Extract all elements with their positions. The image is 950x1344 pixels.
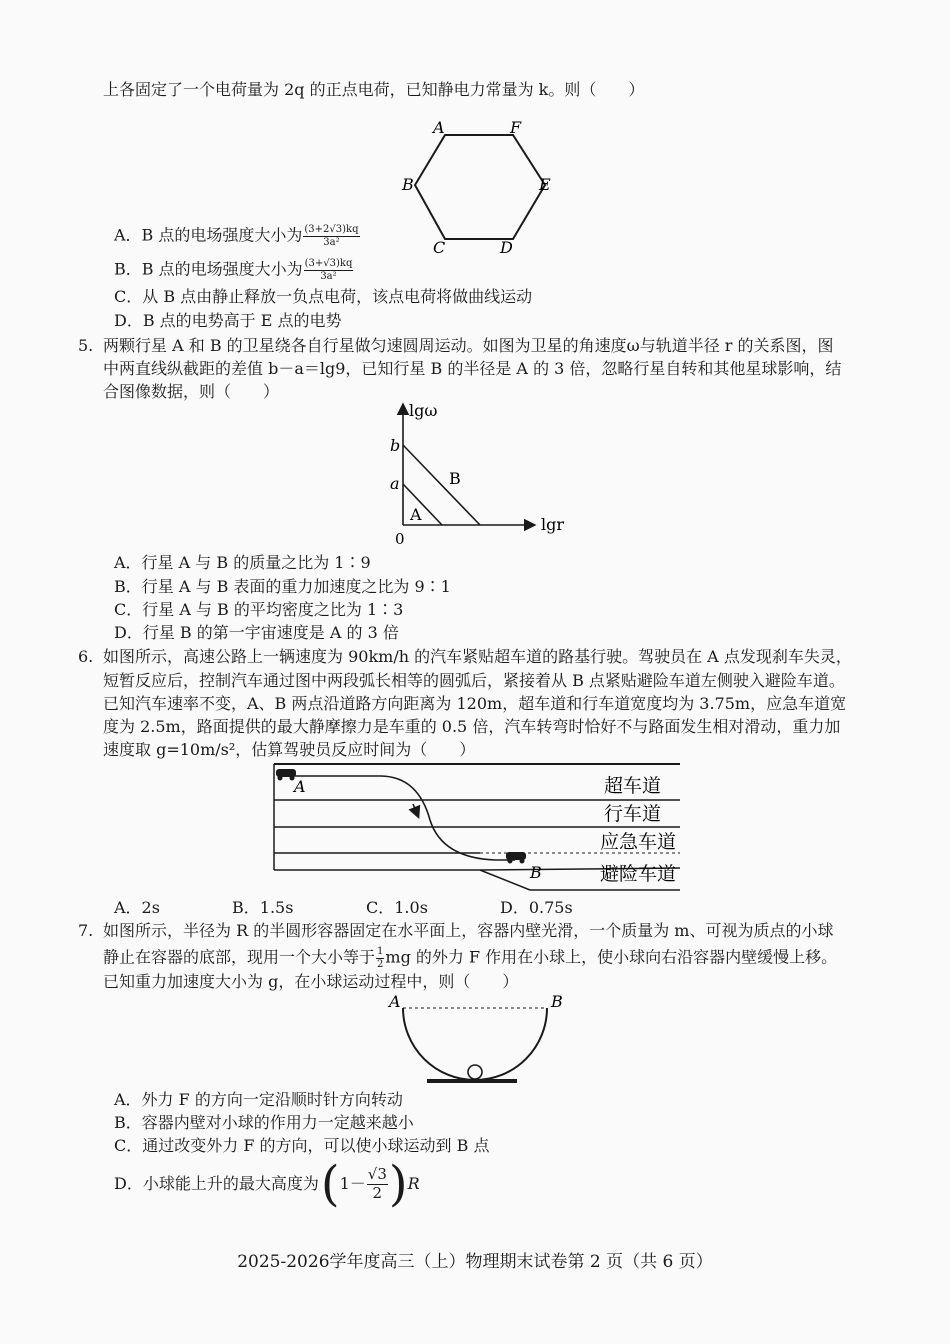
- escape-lane-bottom: [480, 870, 530, 890]
- bowl-point-A: A: [389, 992, 401, 1011]
- q4-option-B: [114, 258, 354, 282]
- q4-option-A-text: A．B 点的电场强度大小为: [114, 225, 303, 245]
- graph-tick-b: b: [390, 436, 401, 455]
- hex-label-C: C: [433, 238, 446, 257]
- ground-surface: [427, 1079, 517, 1083]
- q7-option-D-num: √3: [367, 1165, 387, 1184]
- q4-stem-tail: 上各固定了一个电荷量为 2q 的正点电荷，已知静电力常量为 k。则（ ）: [103, 80, 645, 99]
- graph-label-B: B: [449, 469, 461, 488]
- lane-label-driving: 行车道: [604, 803, 662, 825]
- bowl-figure: [385, 992, 575, 1087]
- q5-line1: 两颗行星 A 和 B 的卫星绕各自行星做匀速圆周运动。如图为卫星的角速度ω与轨道半径 r 的关系图，图: [103, 336, 834, 355]
- lane-label-overtaking: 超车道: [604, 775, 662, 797]
- q7-line1: 如图所示，半径为 R 的半圆形容器固定在水平面上，容器内壁光滑，一个质量为 m、可视为质点的小球: [103, 921, 834, 940]
- q7-option-D-R: R: [407, 1174, 420, 1194]
- point-A-label: A: [294, 777, 306, 796]
- q4-option-A-den: 3a²: [323, 236, 340, 248]
- page-footer: 2025-2026学年度高三（上）物理期末试卷第 2 页（共 6 页）: [237, 1252, 713, 1272]
- q4-option-B-fraction: [304, 258, 354, 282]
- q7-frac-den: 2: [377, 958, 384, 970]
- q7-option-A: A．外力 F 的方向一定沿顺时针方向转动: [114, 1090, 403, 1109]
- q7-option-D-text: D．小球能上升的最大高度为: [114, 1174, 319, 1194]
- graph-origin: 0: [395, 530, 405, 548]
- q5-option-A: A．行星 A 与 B 的质量之比为 1∶9: [114, 553, 371, 572]
- q6-option-C: C．1.0s: [366, 898, 428, 917]
- q7-number: 7.: [78, 921, 94, 940]
- q5-option-B: B．行星 A 与 B 表面的重力加速度之比为 9∶1: [114, 577, 451, 596]
- q6-option-D: D．0.75s: [500, 898, 573, 917]
- lane-label-emergency: 应急车道: [600, 831, 677, 853]
- q5-line3: 合图像数据，则（ ）: [103, 382, 280, 401]
- q7-option-D-paren-right: ): [388, 1156, 408, 1212]
- q7-option-D-one: 1－: [339, 1174, 366, 1194]
- q4-option-A-fraction: [303, 224, 359, 248]
- q6-line3: 已知汽车速率不变，A、B 两点沿道路方向距离为 120m，超车道和行车道宽度均为 3.75m，应急车道宽: [103, 694, 847, 713]
- q5-option-C: C．行星 A 与 B 的平均密度之比为 1∶3: [114, 600, 404, 619]
- q7-line3: 已知重力加速度大小为 g，在小球运动过程中，则（ ）: [103, 972, 519, 991]
- q6-line5: 速度取 g=10m/s²，估算驾驶员反应时间为（ ）: [103, 740, 476, 759]
- q7-line2-pre: 静止在容器的底部，现用一个大小等于: [103, 947, 376, 967]
- q4-option-C: C．从 B 点由静止释放一负点电荷，该点电荷将做曲线运动: [114, 287, 533, 306]
- q5-line2: 中两直线纵截距的差值 b－a＝lg9，已知行星 B 的半径是 A 的 3 倍，忽略行星自转和其他星球影响，结: [103, 359, 842, 378]
- q7-line2: [103, 946, 837, 970]
- q4-option-D: D．B 点的电势高于 E 点的电势: [114, 311, 342, 330]
- graph-line-A: [403, 484, 442, 525]
- q7-option-B: B．容器内壁对小球的作用力一定越来越小: [114, 1113, 414, 1132]
- q7-option-D: [114, 1156, 420, 1212]
- graph-y-label: lgω: [409, 401, 438, 420]
- graph-label-A: A: [410, 505, 422, 524]
- q7-half-fraction: [376, 946, 384, 970]
- q4-option-A-num: (3+2√3)kq: [304, 224, 359, 235]
- q5-option-D: D．行星 B 的第一宇宙速度是 A 的 3 倍: [114, 623, 399, 642]
- q6-number: 6.: [78, 647, 94, 666]
- q4-option-B-num: (3+√3)kq: [304, 258, 353, 269]
- ball: [468, 1065, 482, 1079]
- hexagon-shape: [415, 135, 545, 239]
- car-icon-A: [276, 769, 296, 781]
- point-B-label: B: [530, 863, 542, 882]
- q4-option-B-den: 3a²: [320, 270, 337, 282]
- q4-option-B-text: B．B 点的电场强度大小为: [114, 259, 303, 279]
- hex-label-B: B: [402, 175, 414, 194]
- car-path: [292, 776, 515, 860]
- bowl-point-B: B: [551, 992, 563, 1011]
- car-icon-B: [506, 852, 526, 864]
- graph-x-label: lgr: [541, 515, 565, 534]
- q5-number: 5.: [78, 336, 94, 355]
- q6-option-A: A．2s: [114, 898, 160, 917]
- q7-option-D-paren-left: (: [320, 1156, 340, 1212]
- hexagon-figure: [395, 115, 565, 260]
- q7-line2-post: mg 的外力 F 作用在小球上，使小球向右沿容器内壁缓慢上移。: [385, 947, 838, 967]
- lgw-lgr-graph: [385, 400, 575, 550]
- q6-line2: 短暂反应后，控制汽车通过图中两段弧长相等的圆弧后，紧接着从 B 点紧贴避险车道左侧驶入避险车道。: [103, 671, 845, 690]
- q7-frac-num: 1: [377, 946, 384, 957]
- q6-line1: 如图所示，高速公路上一辆速度为 90km/h 的汽车紧贴超车道的路基行驶。驾驶员在 A 点发现刹车失灵，: [103, 647, 852, 666]
- lane-label-escape: 避险车道: [600, 863, 677, 885]
- hex-label-F: F: [510, 118, 522, 137]
- path-arrow: [413, 804, 418, 816]
- q7-option-D-fraction: [367, 1166, 388, 1202]
- q6-line4: 度为 2.5m，路面提供的最大静摩擦力是车重的 0.5 倍，汽车转弯时恰好不与路面发生相对滑动，重力加: [103, 717, 841, 736]
- q6-option-B: B．1.5s: [232, 898, 294, 917]
- hex-label-D: D: [500, 238, 513, 257]
- q7-option-C: C．通过改变外力 F 的方向，可以使小球运动到 B 点: [114, 1136, 490, 1155]
- graph-tick-a: a: [390, 474, 400, 493]
- hex-label-E: E: [539, 175, 551, 194]
- highway-figure: [270, 760, 690, 895]
- q4-option-A: [114, 224, 361, 248]
- hex-label-A: A: [433, 118, 445, 137]
- q7-option-D-den: 2: [372, 1183, 383, 1202]
